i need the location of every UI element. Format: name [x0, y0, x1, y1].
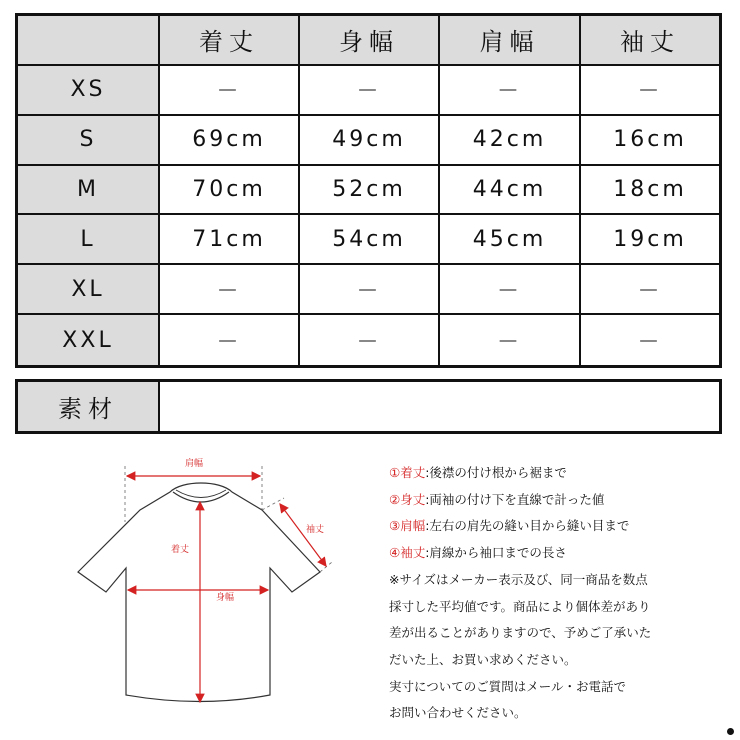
- sleeve-arrow: [280, 504, 326, 566]
- table-cell: 71cm: [160, 215, 300, 265]
- table-cell: 69cm: [160, 116, 300, 166]
- table-cell: －: [300, 66, 440, 116]
- table-cell: －: [160, 265, 300, 315]
- table-cell: 54cm: [300, 215, 440, 265]
- header-length: 着丈: [160, 16, 300, 66]
- shoulder-label: 肩幅: [184, 459, 204, 469]
- table-cell: 44cm: [440, 166, 581, 216]
- sleeve-guide-bottom: [320, 562, 332, 572]
- size-label-m: M: [18, 166, 160, 216]
- table-cell: 52cm: [300, 166, 440, 216]
- material-row: [15, 379, 722, 434]
- table-cell: 16cm: [581, 116, 719, 166]
- chest-label: 身幅: [215, 593, 235, 603]
- note-item: [389, 513, 734, 540]
- table-cell: －: [637, 329, 663, 355]
- note-item: [389, 540, 734, 567]
- table-cell: －: [440, 66, 581, 116]
- note-marker: ③肩幅: [389, 518, 426, 534]
- size-label-l: L: [18, 215, 160, 265]
- material-label: 素材: [18, 382, 160, 431]
- size-label-s: S: [18, 116, 160, 166]
- table-cell: －: [300, 265, 440, 315]
- note-line: 差が出ることがありますので、予めご了承いた: [389, 625, 652, 641]
- size-table: [15, 13, 722, 368]
- note-item: [389, 460, 734, 487]
- table-cell: －: [300, 315, 440, 365]
- note-text: :肩線から袖口までの長さ: [425, 545, 567, 561]
- header-sleeve: 袖丈: [581, 16, 719, 66]
- table-cell: 49cm: [300, 116, 440, 166]
- corner-dot: [727, 728, 734, 735]
- table-cell: －: [160, 66, 300, 116]
- note-line: 採寸した平均値です。商品により個体差があり: [389, 598, 651, 614]
- note-line: だいた上、お買い求めください。: [389, 651, 577, 667]
- note-line: お問い合わせください。: [389, 705, 527, 721]
- table-cell: －: [440, 315, 581, 365]
- table-cell: －: [581, 265, 719, 315]
- measurement-notes: [389, 460, 734, 727]
- table-cell: 42cm: [440, 116, 581, 166]
- material-value: [160, 382, 719, 431]
- table-cell: 45cm: [440, 215, 581, 265]
- table-cell: 19cm: [581, 215, 719, 265]
- size-label-xs: XS: [18, 66, 160, 116]
- table-corner-cell: [18, 16, 160, 66]
- table-cell: 70cm: [160, 166, 300, 216]
- size-label-xxl: XXL: [18, 315, 160, 365]
- note-marker: ④袖丈: [389, 545, 426, 561]
- tshirt-outline: [78, 483, 320, 702]
- note-text: :両袖の付け下を直線で計った値: [425, 491, 605, 507]
- note-line: ※サイズはメーカー表示及び、同一商品を数点: [389, 571, 648, 587]
- length-label: 着丈: [170, 545, 190, 555]
- sleeve-label: 袖丈: [305, 525, 325, 535]
- header-shoulder: 肩幅: [440, 16, 581, 66]
- table-cell: －: [440, 265, 581, 315]
- table-cell: 18cm: [581, 166, 719, 216]
- note-text: :後襟の付け根から裾まで: [425, 465, 567, 480]
- note-line: 実寸についてのご質問はメール・お電話で: [389, 678, 627, 694]
- table-cell: －: [160, 315, 300, 365]
- note-text: :左右の肩先の縫い目から縫い目まで: [425, 518, 630, 534]
- collar-inner-outline: [176, 490, 226, 498]
- tshirt-diagram: [70, 450, 345, 720]
- tshirt-illustration: [70, 450, 345, 720]
- size-label-xl: XL: [18, 265, 160, 315]
- note-marker: ②身丈: [389, 491, 426, 507]
- note-marker: ①着丈: [389, 465, 426, 480]
- table-cell: －: [581, 66, 719, 116]
- note-item: [389, 487, 734, 514]
- header-chest: 身幅: [300, 16, 440, 66]
